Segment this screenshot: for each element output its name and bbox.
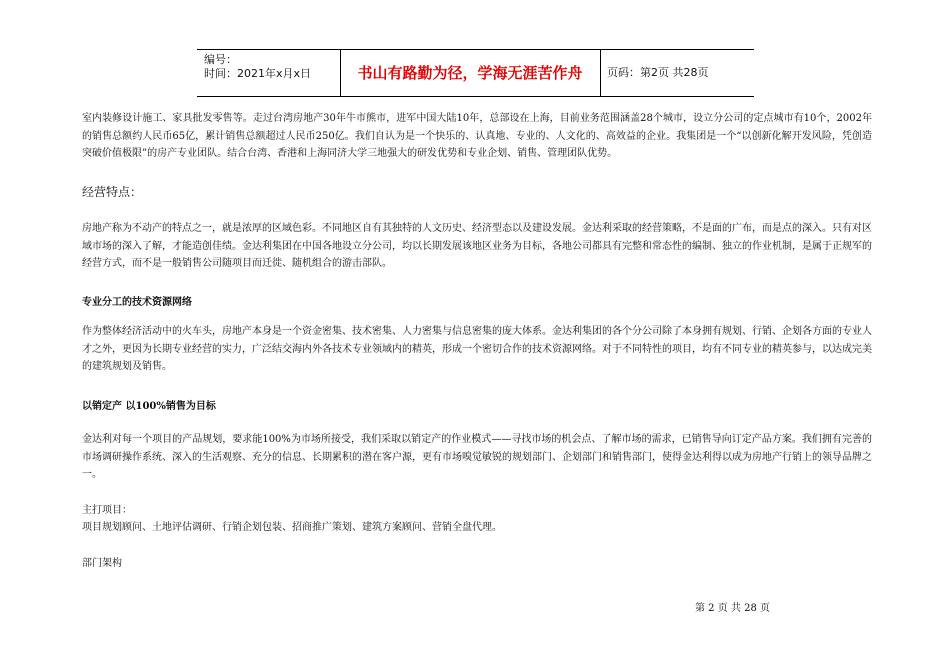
main-projects-label: 主打项目： xyxy=(82,505,132,516)
resource-network-paragraph: 作为整体经济活动中的火车头，房地产本身是一个资金密集、技术密集、人力密集与信息密集的庞大体系。金达利集团的各个分公司除了本身拥有规划、行销、企划各方面的专业人才之外，更因为长期专业经营的实力，广泛结交海内外各技术专业领域内的精英，形成一个密切合作的技术资源网络。对于不同特性的项目，均有不同专业的精英参与，以达成完美的建筑规划及销售。 xyxy=(82,326,872,372)
header-motto: 书山有路勤为径，学海无涯苦作舟 xyxy=(340,50,601,96)
department-structure-label: 部门架构 xyxy=(82,558,122,569)
sales-target-paragraph: 金达利对每一个项目的产品规划，要求能100%为市场所接受，我们采取以销定产的作业模式——寻找市场的机会点、了解市场的需求，已销售导向订定产品方案。我们拥有完善的市场调研操作系统、深入的生活观察、充分的信息、长期累积的潜在客户源，更有市场嗅觉敏锐的规划部门、企划部门和销售部门，使得金达利得以成为房地产行销上的领导品牌之一。 xyxy=(82,434,872,480)
header-table xyxy=(197,49,754,97)
main-projects-list: 项目规划顾问、土地评估调研、行销企划包装、招商推广策划、建筑方案顾问、营销全盘代理。 xyxy=(82,522,502,533)
time-label: 时间：2021年x月x日 xyxy=(204,67,312,80)
section-heading-resource-network: 专业分工的技术资源网络 xyxy=(82,297,192,308)
header-page-number: 页码：第2页 共28页 xyxy=(607,66,709,79)
section-heading-operating-features: 经营特点： xyxy=(82,185,143,199)
intro-paragraph: 室内装修设计施工、家具批发零售等。走过台湾房地产30年牛市熊市，进军中国大陆10年，总部设在上海，目前业务范围涵盖28个城市，设立分公司的定点城市有10个，2002年的销售总额约人民币65亿，累计销售总额超过人民币250亿。我们自认为是一个快乐的、认真地、专业的、人文化的、高效益的企业。我集团是一个“以创新化解开发风险，凭创造突破价值极限”的房产专业团队。结合台湾、香港和上海同济大学三地强大的研发优势和专业企划、销售、管理团队优势。 xyxy=(82,113,872,159)
number-label: 编号： xyxy=(204,53,237,66)
footer-page-number: 第 2 页 共 28 页 xyxy=(695,603,770,614)
operating-features-paragraph: 房地产称为不动产的特点之一，就是浓厚的区域色彩。不同地区自有其独特的人文历史、经济型态以及建设发展。金达利采取的经营策略，不是面的广布，而是点的深入。只有对区域市场的深入了解，才能造创佳绩。金达利集团在中国各地设立分公司，均以长期发展该地区业务为目标，各地公司都具有完整和常态性的编制、独立的作业机制，是属于正规军的经营方式，而不是一般销售公司随项目而迁徙、随机组合的游击部队。 xyxy=(82,223,872,269)
header-meta-cell xyxy=(197,50,341,96)
section-heading-sales-target: 以销定产 以100%销售为目标 xyxy=(82,401,216,412)
